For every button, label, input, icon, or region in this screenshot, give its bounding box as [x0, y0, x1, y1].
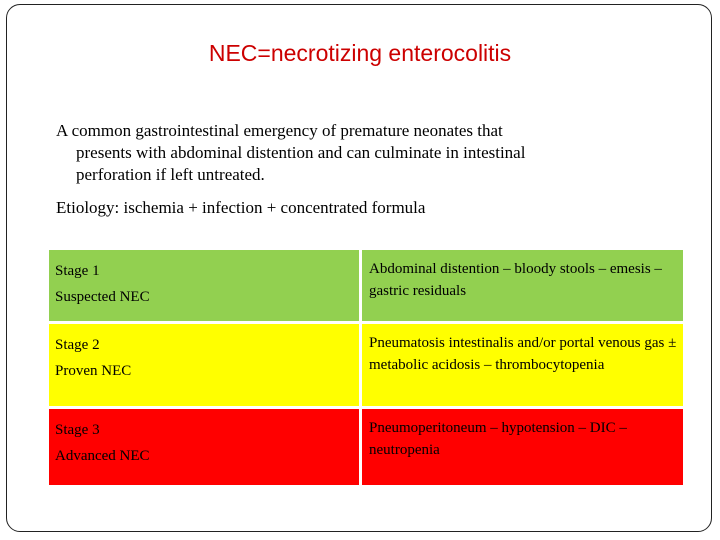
stage-label: Stage 3	[55, 422, 100, 438]
stage-name: Proven NEC	[55, 363, 132, 379]
etiology-text: Etiology: ischemia + infection + concentrated formula	[56, 198, 426, 217]
stage-name: Advanced NEC	[55, 448, 150, 464]
stage-label: Stage 1	[55, 263, 100, 279]
stage-cell	[49, 324, 359, 409]
slide-title: NEC=necrotizing enterocolitis	[208, 40, 512, 66]
intro-paragraph	[56, 120, 676, 186]
stage-description: Pneumatosis intestinalis and/or portal venous gas ± metabolic acidosis – thrombocytopenia	[359, 324, 683, 409]
stage-description: Pneumoperitoneum – hypotension – DIC – neutropenia	[359, 409, 683, 488]
stage-name: Suspected NEC	[55, 289, 150, 305]
table-row-stage-1	[49, 250, 683, 324]
table-row-stage-2	[49, 324, 683, 409]
stage-cell	[49, 250, 359, 324]
intro-line-2: presents with abdominal distention and can culminate in intestinal	[76, 143, 526, 162]
stage-cell	[49, 409, 359, 488]
stage-description: Abdominal distention – bloody stools – emesis – gastric residuals	[359, 250, 683, 324]
intro-line-3: perforation if left untreated.	[76, 165, 265, 184]
intro-line-1: A common gastrointestinal emergency of premature neonates that	[56, 121, 503, 140]
stage-label: Stage 2	[55, 337, 100, 353]
stage-table	[49, 250, 683, 488]
table-row-stage-3	[49, 409, 683, 488]
